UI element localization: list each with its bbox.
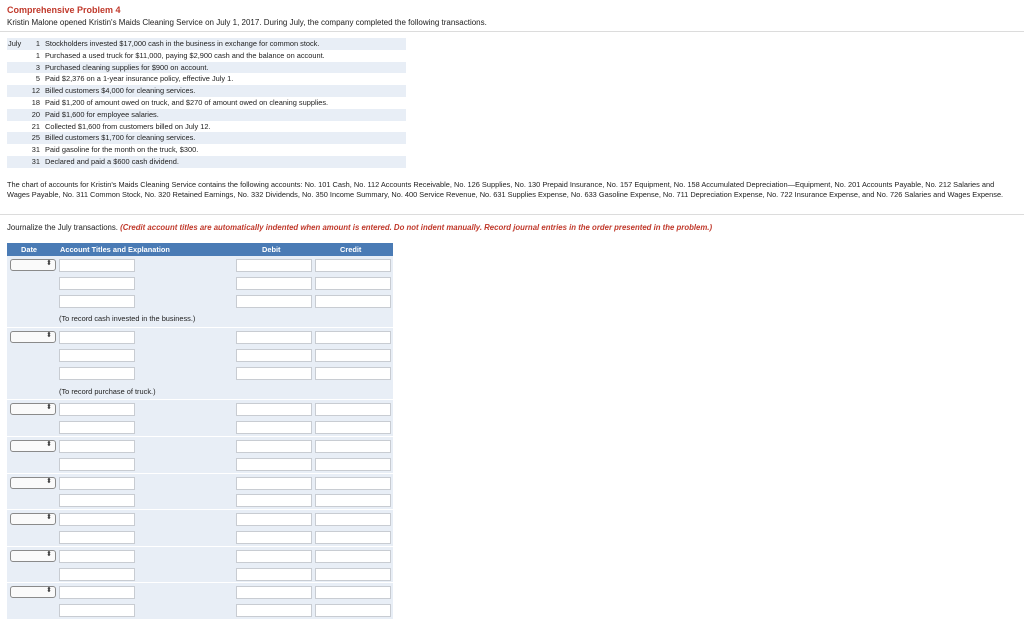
credit-input[interactable] bbox=[315, 494, 391, 507]
journal-row bbox=[7, 274, 393, 292]
divider bbox=[0, 214, 1024, 215]
journal-row bbox=[7, 474, 393, 492]
transaction-row bbox=[7, 85, 406, 97]
transaction-desc: Declared and paid a $600 cash dividend. bbox=[45, 156, 179, 166]
credit-input[interactable] bbox=[315, 531, 391, 544]
date-select[interactable] bbox=[10, 403, 56, 415]
transaction-month bbox=[7, 73, 26, 85]
transaction-row bbox=[7, 156, 406, 168]
transaction-row bbox=[7, 121, 406, 133]
account-title-input[interactable] bbox=[59, 259, 135, 272]
debit-input[interactable] bbox=[236, 295, 312, 308]
date-select[interactable] bbox=[10, 331, 56, 343]
account-title-input[interactable] bbox=[59, 349, 135, 362]
select-arrows-icon: ⬍ bbox=[46, 404, 52, 412]
transaction-desc: Paid $1,200 of amount owed on truck, and $270 of amount owed on cleaning supplies. bbox=[45, 97, 329, 107]
transaction-day: 31 bbox=[31, 156, 40, 166]
account-title-input[interactable] bbox=[59, 458, 135, 471]
transaction-day: 25 bbox=[31, 133, 40, 143]
transaction-desc: Collected $1,600 from customers billed on July 12. bbox=[45, 121, 211, 131]
transaction-row bbox=[7, 38, 406, 50]
account-title-input[interactable] bbox=[59, 494, 135, 507]
debit-input[interactable] bbox=[236, 531, 312, 544]
debit-input[interactable] bbox=[236, 550, 312, 563]
credit-input[interactable] bbox=[315, 331, 391, 344]
account-title-input[interactable] bbox=[59, 403, 135, 416]
transaction-day: 1 bbox=[35, 50, 40, 60]
credit-input[interactable] bbox=[315, 568, 391, 581]
credit-input[interactable] bbox=[315, 277, 391, 290]
transaction-day: 3 bbox=[35, 62, 40, 72]
credit-input[interactable] bbox=[315, 477, 391, 490]
account-title-input[interactable] bbox=[59, 550, 135, 563]
transaction-desc: Billed customers $4,000 for cleaning services. bbox=[45, 86, 196, 96]
journal-row bbox=[7, 491, 393, 510]
select-arrows-icon: ⬍ bbox=[46, 514, 52, 522]
debit-input[interactable] bbox=[236, 331, 312, 344]
account-title-input[interactable] bbox=[59, 531, 135, 544]
account-title-input[interactable] bbox=[59, 604, 135, 617]
transaction-row bbox=[7, 73, 406, 85]
account-title-input[interactable] bbox=[59, 586, 135, 599]
journal-memo-row bbox=[7, 382, 393, 401]
debit-input[interactable] bbox=[236, 421, 312, 434]
transaction-desc: Stockholders invested $17,000 cash in the business in exchange for common stock. bbox=[45, 39, 320, 48]
transaction-month bbox=[7, 109, 26, 121]
date-select[interactable] bbox=[10, 586, 56, 598]
header-debit: Debit bbox=[262, 245, 281, 254]
transaction-month bbox=[7, 144, 26, 156]
credit-input[interactable] bbox=[315, 440, 391, 453]
select-arrows-icon: ⬍ bbox=[46, 587, 52, 595]
debit-input[interactable] bbox=[236, 349, 312, 362]
transaction-row bbox=[7, 132, 406, 144]
account-title-input[interactable] bbox=[59, 421, 135, 434]
transaction-day: 1 bbox=[35, 39, 40, 48]
debit-input[interactable] bbox=[236, 494, 312, 507]
journal-row bbox=[7, 256, 393, 274]
credit-input[interactable] bbox=[315, 604, 391, 617]
journal-row bbox=[7, 528, 393, 547]
journal-row bbox=[7, 437, 393, 455]
transaction-month bbox=[7, 50, 26, 62]
select-arrows-icon: ⬍ bbox=[46, 260, 52, 267]
journal-row bbox=[7, 547, 393, 565]
journal-row bbox=[7, 455, 393, 474]
date-select[interactable] bbox=[10, 513, 56, 525]
credit-input[interactable] bbox=[315, 259, 391, 272]
transaction-row bbox=[7, 62, 406, 74]
transaction-day: 5 bbox=[35, 74, 40, 84]
journal-row bbox=[7, 418, 393, 437]
date-select[interactable] bbox=[10, 550, 56, 562]
instruction-text: Journalize the July transactions. bbox=[7, 223, 118, 232]
header-credit: Credit bbox=[340, 245, 362, 254]
transaction-row bbox=[7, 50, 406, 62]
credit-input[interactable] bbox=[315, 421, 391, 434]
journal-memo-row bbox=[7, 309, 393, 328]
problem-intro: Kristin Malone opened Kristin's Maids Cleaning Service on July 1, 2017. During July, the company completed the following transactions. bbox=[7, 18, 487, 27]
transaction-desc: Purchased a used truck for $11,000, paying $2,900 cash and the balance on account. bbox=[45, 50, 325, 60]
date-select[interactable] bbox=[10, 440, 56, 452]
credit-input[interactable] bbox=[315, 458, 391, 471]
journal-row bbox=[7, 565, 393, 584]
problem-title: Comprehensive Problem 4 bbox=[7, 5, 121, 15]
select-arrows-icon: ⬍ bbox=[46, 550, 52, 558]
credit-input[interactable] bbox=[315, 550, 391, 563]
credit-input[interactable] bbox=[315, 586, 391, 599]
credit-input[interactable] bbox=[315, 349, 391, 362]
transaction-month: July bbox=[8, 39, 22, 48]
transaction-row bbox=[7, 97, 406, 109]
credit-input[interactable] bbox=[315, 367, 391, 380]
debit-input[interactable] bbox=[236, 477, 312, 490]
credit-input[interactable] bbox=[315, 403, 391, 416]
transaction-day: 21 bbox=[31, 121, 40, 131]
journal-row bbox=[7, 601, 393, 620]
divider bbox=[0, 31, 1024, 32]
journal-table bbox=[7, 243, 393, 620]
account-title-input[interactable] bbox=[59, 568, 135, 581]
transaction-desc: Purchased cleaning supplies for $900 on account. bbox=[45, 62, 209, 72]
account-title-input[interactable] bbox=[59, 295, 135, 308]
select-arrows-icon: ⬍ bbox=[46, 477, 52, 485]
debit-input[interactable] bbox=[236, 403, 312, 416]
credit-input[interactable] bbox=[315, 513, 391, 526]
transaction-month bbox=[7, 121, 26, 133]
transaction-month bbox=[7, 132, 26, 144]
header-account: Account Titles and Explanation bbox=[60, 245, 170, 254]
transaction-day: 18 bbox=[31, 97, 40, 107]
instructions bbox=[7, 223, 712, 232]
journal-row bbox=[7, 364, 393, 382]
transaction-day: 31 bbox=[31, 145, 40, 155]
journal-row bbox=[7, 346, 393, 364]
entry-explanation: (To record cash invested in the business.) bbox=[59, 314, 196, 324]
transactions-list bbox=[7, 38, 406, 168]
date-select[interactable] bbox=[10, 477, 56, 489]
debit-input[interactable] bbox=[236, 568, 312, 581]
transaction-desc: Paid $2,376 on a 1-year insurance policy, effective July 1. bbox=[45, 74, 234, 84]
journal-body bbox=[7, 256, 393, 620]
debit-input[interactable] bbox=[236, 277, 312, 290]
entry-explanation: (To record purchase of truck.) bbox=[59, 386, 156, 396]
account-title-input[interactable] bbox=[59, 513, 135, 526]
journal-row bbox=[7, 510, 393, 528]
select-arrows-icon: ⬍ bbox=[46, 440, 52, 448]
date-select[interactable] bbox=[10, 259, 56, 271]
debit-input[interactable] bbox=[236, 440, 312, 453]
account-title-input[interactable] bbox=[59, 331, 135, 344]
debit-input[interactable] bbox=[236, 259, 312, 272]
transaction-row bbox=[7, 144, 406, 156]
transaction-row bbox=[7, 109, 406, 121]
journal-row bbox=[7, 400, 393, 418]
debit-input[interactable] bbox=[236, 513, 312, 526]
journal-row bbox=[7, 583, 393, 601]
chart-of-accounts-text: The chart of accounts for Kristin's Maids Cleaning Service contains the following accounts: No. 101 Cash, No. 112 Accounts Receivable, No. 126 Supplies, No. 130 Prepaid Insurance, No. 157 Equipment, No. 158 Accumulated Depreciation—Equipment, No. 201 Accounts Payable, No. 212 Salaries and Wages Payable, No. 311 Common Stock, No. 320 Retained Earnings, No. 332 Dividends, No. 350 Income Summary, No. 400 Service Revenue, No. 631 Supplies Expense, No. 633 Gasoline Expense, No. 711 Depreciation Expense, No. 722 Insurance Expense, and No. 726 Salaries and Wages Expense. bbox=[7, 180, 1004, 199]
credit-input[interactable] bbox=[315, 295, 391, 308]
journal-header bbox=[7, 243, 393, 256]
account-title-input[interactable] bbox=[59, 367, 135, 380]
transaction-day: 20 bbox=[31, 109, 40, 119]
journal-row bbox=[7, 292, 393, 310]
header-date: Date bbox=[21, 245, 38, 254]
transaction-desc: Paid gasoline for the month on the truck, $300. bbox=[45, 145, 199, 155]
account-title-input[interactable] bbox=[59, 277, 135, 290]
debit-input[interactable] bbox=[236, 458, 312, 471]
account-title-input[interactable] bbox=[59, 477, 135, 490]
transaction-month bbox=[7, 97, 26, 109]
debit-input[interactable] bbox=[236, 367, 312, 380]
transaction-month bbox=[7, 156, 26, 168]
debit-input[interactable] bbox=[236, 586, 312, 599]
account-title-input[interactable] bbox=[59, 440, 135, 453]
instruction-note: (Credit account titles are automatically indented when amount is entered. Do not indent manually. Record journal entries in the order presented in the problem.) bbox=[120, 223, 713, 232]
transaction-day: 12 bbox=[31, 86, 40, 96]
debit-input[interactable] bbox=[236, 604, 312, 617]
transaction-desc: Paid $1,600 for employee salaries. bbox=[45, 109, 159, 119]
select-arrows-icon: ⬍ bbox=[46, 332, 52, 340]
transaction-month bbox=[7, 62, 26, 74]
transaction-month bbox=[7, 85, 26, 97]
transaction-desc: Billed customers $1,700 for cleaning services. bbox=[45, 133, 196, 143]
journal-row bbox=[7, 328, 393, 346]
